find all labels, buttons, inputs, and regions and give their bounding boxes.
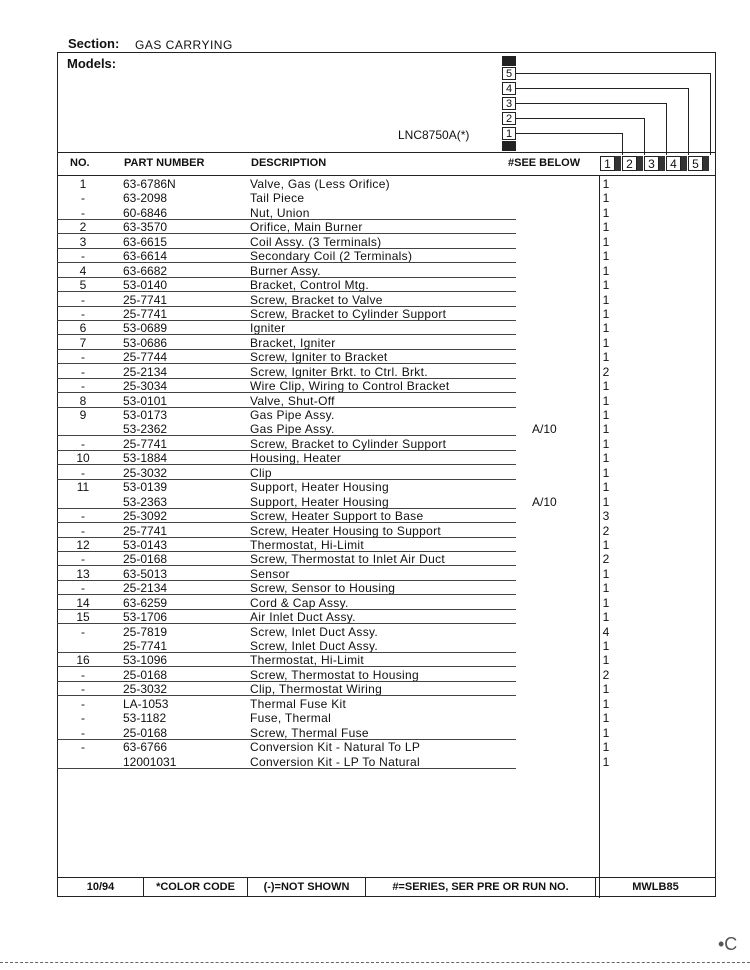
series-box-4: 4: [502, 82, 516, 95]
quantity: 1: [602, 696, 610, 711]
header-rule-top: [57, 152, 716, 153]
part-description: Wire Clip, Wiring to Control Bracket: [250, 379, 450, 394]
bracket-line-1: [516, 133, 622, 134]
table-row: [57, 321, 716, 335]
row-number: -: [81, 740, 85, 755]
quantity: 1: [602, 306, 610, 321]
bottom-rule: [0, 962, 750, 963]
bracket-line-5: [516, 73, 710, 74]
header-see-below: #SEE BELOW: [508, 157, 581, 169]
part-description: Screw, Sensor to Housing: [250, 581, 396, 596]
part-description: Bracket, Control Mtg.: [250, 278, 370, 293]
part-number: 63-2098: [123, 191, 168, 206]
part-number: 63-6682: [123, 263, 168, 278]
quantity: 1: [602, 292, 610, 307]
table-row: [57, 293, 716, 307]
quantity: 1: [602, 711, 610, 726]
footer-color-code: *COLOR CODE: [144, 878, 248, 897]
quantity: 1: [602, 177, 610, 191]
quantity: 1: [602, 321, 610, 336]
row-number: -: [81, 350, 85, 365]
parts-table: [57, 177, 716, 769]
part-number: 25-7741: [123, 292, 168, 307]
quantity: 3: [602, 509, 610, 524]
part-number: 25-7741: [123, 523, 168, 538]
table-row: [57, 191, 716, 205]
table-row: [57, 711, 716, 725]
part-description: Gas Pipe Assy.: [250, 422, 335, 437]
row-number: -: [81, 667, 85, 682]
part-number: 25-7741: [123, 306, 168, 321]
row-number: 5: [79, 278, 87, 293]
row-number: 14: [76, 595, 90, 610]
quantity: 1: [602, 408, 610, 422]
part-description: Housing, Heater: [250, 451, 342, 466]
quantity: 2: [602, 552, 610, 567]
part-number: 63-6766: [123, 740, 168, 755]
quantity: 2: [602, 523, 610, 538]
part-number: 53-1884: [123, 451, 168, 466]
table-row: [57, 264, 716, 278]
table-row: [57, 755, 716, 769]
footer-date: 10/94: [58, 878, 144, 897]
series-box-1: 1: [502, 127, 516, 140]
quantity: 1: [602, 494, 610, 509]
part-description: Screw, Bracket to Cylinder Support: [250, 306, 447, 321]
series-box-shade: [502, 56, 516, 66]
part-description: Nut, Union: [250, 205, 310, 220]
quantity: 1: [602, 249, 610, 264]
row-number: 6: [79, 321, 87, 336]
quantity: 1: [602, 278, 610, 293]
part-description: Screw, Bracket to Valve: [250, 292, 383, 307]
quantity: 1: [602, 682, 610, 697]
part-description: Screw, Heater Support to Base: [250, 509, 424, 524]
part-number: 25-3032: [123, 682, 168, 697]
quantity: 1: [602, 335, 610, 350]
part-number: 25-2134: [123, 364, 168, 379]
part-number: 25-2134: [123, 581, 168, 596]
part-number: 60-6846: [123, 205, 168, 220]
table-row: [57, 596, 716, 610]
part-description: Conversion Kit - Natural To LP: [250, 740, 421, 755]
quantity: 1: [602, 451, 610, 466]
part-number: 25-3032: [123, 465, 168, 480]
part-description: Screw, Heater Housing to Support: [250, 523, 442, 538]
quantity: 1: [602, 234, 610, 249]
series-col-3: 3: [644, 156, 659, 171]
quantity: 1: [602, 191, 610, 206]
part-number: 63-5013: [123, 566, 168, 581]
part-number: 25-7741: [123, 436, 168, 451]
part-number: LA-1053: [123, 696, 169, 711]
bracket-line-3: [516, 103, 666, 104]
part-number: 53-0143: [123, 537, 168, 552]
table-row: [57, 639, 716, 653]
part-number: 53-0139: [123, 480, 168, 495]
quantity: 1: [602, 350, 610, 365]
part-description: Tail Piece: [250, 191, 305, 206]
quantity: 1: [602, 465, 610, 480]
footer-doc-id: MWLB85: [632, 881, 679, 893]
row-number: -: [81, 292, 85, 307]
row-number: -: [81, 306, 85, 321]
series-box-5: 5: [502, 67, 516, 80]
part-description: Bracket, Igniter: [250, 335, 336, 350]
part-description: Sensor: [250, 566, 290, 581]
row-number: -: [81, 205, 85, 220]
footer-not-shown: (-)=NOT SHOWN: [248, 878, 366, 897]
row-number: -: [81, 711, 85, 726]
series-col-shade: [615, 156, 621, 171]
quantity: 1: [602, 725, 610, 740]
quantity: 1: [602, 379, 610, 394]
models-label: Models:: [67, 56, 117, 71]
part-number: 53-1096: [123, 653, 168, 668]
table-row: [57, 394, 716, 408]
part-description: Clip, Thermostat Wiring: [250, 682, 383, 697]
row-number: 4: [79, 263, 87, 278]
part-number: 53-1706: [123, 610, 168, 625]
header-rule-bottom: [57, 175, 716, 176]
table-row: [57, 249, 716, 263]
series-note: A/10: [532, 494, 557, 509]
table-row: [57, 625, 716, 639]
part-number: 25-0168: [123, 725, 168, 740]
series-col-shade: [637, 156, 643, 171]
table-row: [57, 466, 716, 480]
row-number: -: [81, 364, 85, 379]
bracket-line-4: [516, 88, 688, 89]
corner-mark: •C: [718, 934, 738, 954]
part-description: Screw, Inlet Duct Assy.: [250, 639, 379, 653]
bracket-drop-4: [688, 88, 689, 155]
row-number: -: [81, 696, 85, 711]
part-description: Fuse, Thermal: [250, 711, 332, 726]
table-row: [57, 177, 716, 191]
table-row: [57, 437, 716, 451]
header-part-number: PART NUMBER: [124, 157, 205, 169]
part-description: Clip: [250, 465, 272, 480]
part-description: Valve, Shut-Off: [250, 393, 335, 408]
row-number: 10: [76, 451, 90, 466]
part-description: Screw, Thermostat to Housing: [250, 667, 419, 682]
quantity: 1: [602, 263, 610, 278]
series-box-3: 3: [502, 97, 516, 110]
table-row: [57, 509, 716, 523]
table-row: [57, 567, 716, 581]
quantity: 1: [602, 480, 610, 495]
row-number: -: [81, 249, 85, 264]
part-number: 53-0173: [123, 408, 168, 422]
quantity: 1: [602, 610, 610, 625]
part-description: Screw, Igniter to Bracket: [250, 350, 388, 365]
table-row: [57, 581, 716, 595]
row-number: 3: [79, 234, 87, 249]
quantity: 1: [602, 205, 610, 220]
row-number: -: [81, 379, 85, 394]
series-col-shade: [659, 156, 665, 171]
part-number: 25-7744: [123, 350, 168, 365]
table-row: [57, 740, 716, 754]
header-no: NO.: [70, 157, 90, 169]
model-code: LNC8750A(*): [398, 128, 470, 142]
table-row: [57, 350, 716, 364]
table-row: [57, 697, 716, 711]
part-number: 25-0168: [123, 552, 168, 567]
part-number: 53-2363: [123, 494, 168, 509]
series-box-shade-bottom: [502, 141, 516, 151]
part-number: 25-3034: [123, 379, 168, 394]
row-number: 12: [76, 537, 90, 552]
row-number: 11: [76, 480, 90, 495]
bracket-drop-3: [666, 103, 667, 155]
part-description: Thermostat, Hi-Limit: [250, 537, 365, 552]
table-row: [57, 682, 716, 696]
part-description: Igniter: [250, 321, 286, 336]
table-row: [57, 235, 716, 249]
series-col-shade: [703, 156, 709, 171]
quantity: 1: [602, 754, 610, 769]
row-number: 16: [76, 653, 90, 668]
bracket-drop-5: [710, 73, 711, 155]
table-row: [57, 726, 716, 740]
row-number: -: [81, 465, 85, 480]
part-number: 63-3570: [123, 220, 168, 235]
series-col-shade: [681, 156, 687, 171]
quantity: 1: [602, 595, 610, 610]
part-number: 53-1182: [123, 711, 167, 726]
row-number: -: [81, 523, 85, 538]
part-description: Screw, Thermostat to Inlet Air Duct: [250, 552, 446, 567]
part-description: Conversion Kit - LP To Natural: [250, 754, 420, 769]
part-description: Screw, Inlet Duct Assy.: [250, 624, 379, 639]
table-row: [57, 336, 716, 350]
table-row: [57, 365, 716, 379]
part-number: 25-7819: [123, 624, 168, 639]
quantity: 4: [602, 624, 610, 639]
row-number: 8: [79, 393, 87, 408]
table-row: [57, 206, 716, 220]
series-note: A/10: [532, 422, 557, 437]
row-number: -: [81, 682, 85, 697]
quantity: 2: [602, 364, 610, 379]
part-number: 12001031: [123, 754, 177, 769]
quantity: 1: [602, 436, 610, 451]
series-col-5: 5: [688, 156, 703, 171]
part-number: 63-6786N: [123, 177, 176, 191]
quantity: 2: [602, 667, 610, 682]
part-description: Support, Heater Housing: [250, 480, 389, 495]
row-number: -: [81, 581, 85, 596]
part-description: Secondary Coil (2 Terminals): [250, 249, 413, 264]
table-row: [57, 278, 716, 292]
header-description: DESCRIPTION: [251, 157, 327, 169]
part-description: Valve, Gas (Less Orifice): [250, 177, 390, 191]
quantity: 1: [602, 537, 610, 552]
bracket-drop-2: [644, 118, 645, 155]
part-description: Gas Pipe Assy.: [250, 408, 335, 422]
part-number: 53-0140: [123, 278, 168, 293]
row-number: 9: [79, 408, 87, 422]
series-box-2: 2: [502, 112, 516, 125]
part-description: Screw, Bracket to Cylinder Support: [250, 436, 447, 451]
series-col-4: 4: [666, 156, 681, 171]
quantity: 1: [602, 220, 610, 235]
series-col-1: 1: [600, 156, 615, 171]
part-description: Screw, Thermal Fuse: [250, 725, 369, 740]
part-description: Cord & Cap Assy.: [250, 595, 349, 610]
quantity: 1: [602, 653, 610, 668]
footer-series-note: #=SERIES, SER PRE OR RUN NO.: [366, 878, 596, 897]
row-number: -: [81, 436, 85, 451]
quantity: 1: [602, 566, 610, 581]
bracket-line-2: [516, 118, 644, 119]
table-row: [57, 379, 716, 393]
row-number: 2: [79, 220, 87, 235]
table-row: [57, 422, 716, 436]
part-number: 53-2362: [123, 422, 168, 437]
part-description: Burner Assy.: [250, 263, 321, 278]
table-row: [57, 653, 716, 667]
table-row: [57, 307, 716, 321]
table-row: [57, 538, 716, 552]
part-number: 63-6615: [123, 234, 168, 249]
table-row: [57, 220, 716, 234]
quantity: 1: [602, 639, 610, 653]
part-description: Thermostat, Hi-Limit: [250, 653, 365, 668]
series-col-2: 2: [622, 156, 637, 171]
part-number: 25-7741: [123, 639, 168, 653]
part-description: Screw, Igniter Brkt. to Ctrl. Brkt.: [250, 364, 428, 379]
part-description: Coil Assy. (3 Terminals): [250, 234, 382, 249]
section-label: Section:: [68, 36, 120, 51]
table-row: [57, 451, 716, 465]
part-description: Thermal Fuse Kit: [250, 696, 347, 711]
row-number: 13: [76, 566, 90, 581]
part-number: 53-0686: [123, 335, 168, 350]
part-description: Support, Heater Housing: [250, 494, 389, 509]
part-number: 63-6614: [123, 249, 168, 264]
section-value: GAS CARRYING: [135, 38, 233, 52]
part-number: 63-6259: [123, 595, 168, 610]
row-number: 1: [79, 177, 87, 191]
table-row: [57, 524, 716, 538]
row-number: -: [81, 624, 85, 639]
row-number: -: [81, 725, 85, 740]
part-number: 53-0101: [123, 393, 168, 408]
part-description: Orifice, Main Burner: [250, 220, 363, 235]
table-row: [57, 552, 716, 566]
row-number: -: [81, 509, 85, 524]
row-number: 15: [76, 610, 90, 625]
quantity: 1: [602, 422, 610, 437]
row-number: 7: [79, 335, 87, 350]
quantity: 1: [602, 581, 610, 596]
row-number: -: [81, 191, 85, 206]
part-number: 25-3092: [123, 509, 168, 524]
part-description: Air Inlet Duct Assy.: [250, 610, 356, 625]
row-rule: [57, 768, 516, 769]
table-row: [57, 408, 716, 422]
table-row: [57, 480, 716, 494]
table-row: [57, 495, 716, 509]
quantity: 1: [602, 393, 610, 408]
table-row: [57, 610, 716, 624]
part-number: 53-0689: [123, 321, 168, 336]
quantity: 1: [602, 740, 610, 755]
table-row: [57, 668, 716, 682]
part-number: 25-0168: [123, 667, 168, 682]
row-number: -: [81, 552, 85, 567]
